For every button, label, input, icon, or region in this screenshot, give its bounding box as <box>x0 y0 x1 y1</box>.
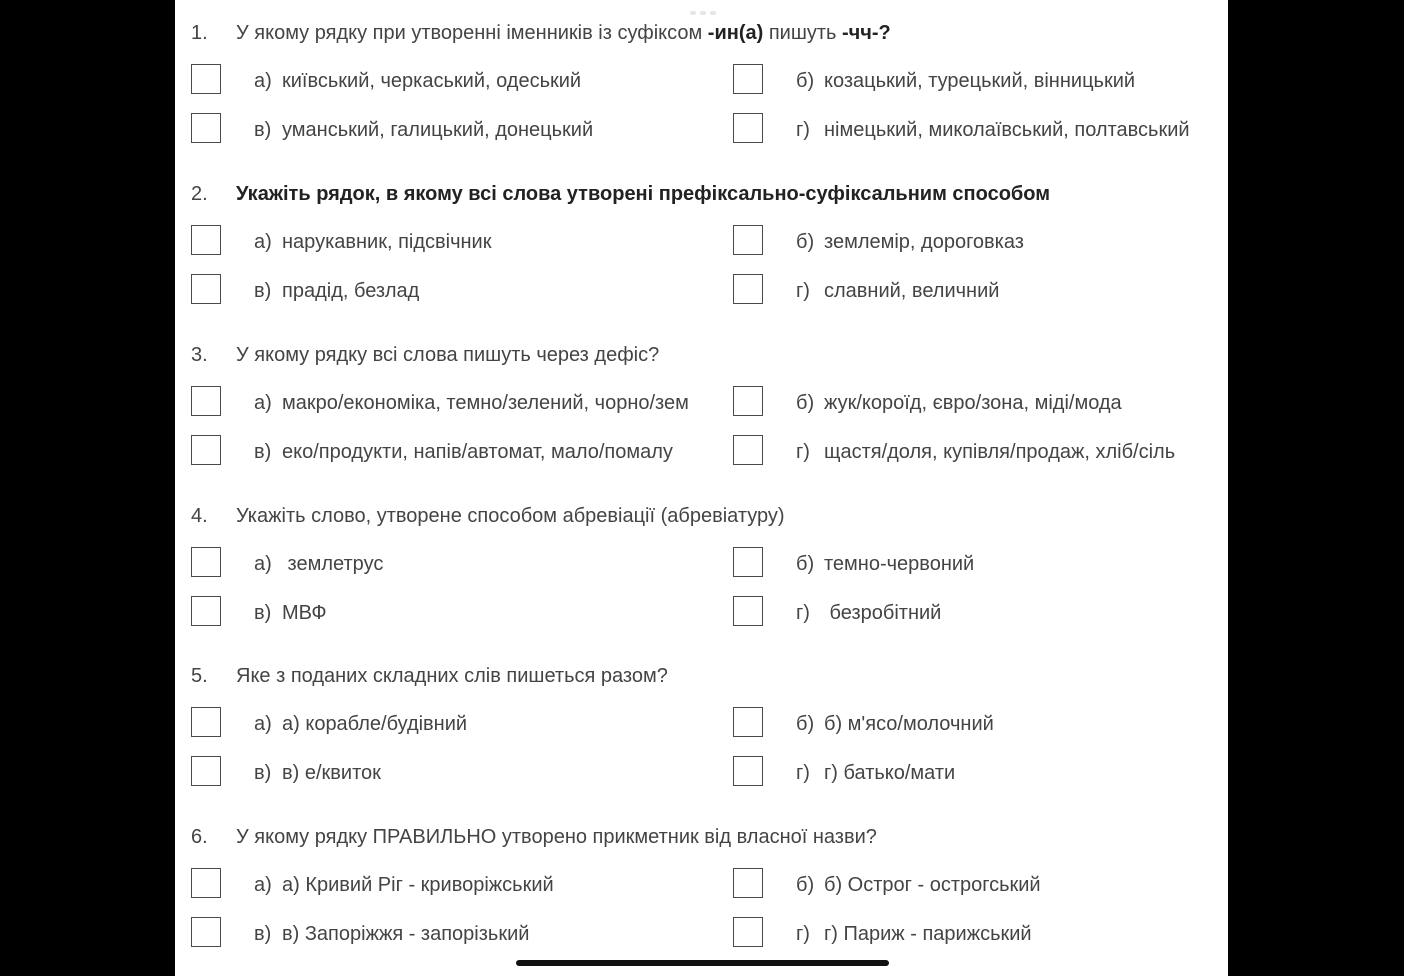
question-text: У якому рядку ПРАВИЛЬНО утворено прикметник від власної назви? <box>236 826 877 848</box>
checkbox[interactable] <box>191 274 221 304</box>
checkbox[interactable] <box>733 225 763 255</box>
question-number: 2. <box>191 183 208 205</box>
option-letter: в) <box>254 441 272 463</box>
option-text: еко/продукти, напів/автомат, мало/помалу <box>282 441 673 463</box>
checkbox[interactable] <box>191 435 221 465</box>
question-number: 6. <box>191 826 208 848</box>
option-text: в) Запоріжжя - запорізький <box>282 923 530 945</box>
option-text: козацький, турецький, вінницький <box>824 70 1136 92</box>
option-letter: г) <box>796 119 810 141</box>
option-text: а) корабле/будівний <box>282 713 468 735</box>
option-text: прадід, безлад <box>282 280 420 302</box>
option-letter: г) <box>796 923 810 945</box>
quiz-page <box>175 0 1228 976</box>
question-3 <box>175 341 1228 491</box>
question-number: 4. <box>191 505 208 527</box>
checkbox[interactable] <box>191 547 221 577</box>
option-letter: г) <box>796 602 810 624</box>
option-text: землетрус <box>282 553 384 575</box>
question-text: У якому рядку всі слова пишуть через дефіс? <box>236 344 660 366</box>
question-number: 3. <box>191 344 208 366</box>
checkbox[interactable] <box>191 707 221 737</box>
option-letter: а) <box>254 553 272 575</box>
question-1 <box>175 19 1228 169</box>
option-letter: в) <box>254 762 272 784</box>
option-letter: б) <box>796 874 815 896</box>
checkbox[interactable] <box>733 113 763 143</box>
option-text: щастя/доля, купівля/продаж, хліб/сіль <box>824 441 1176 463</box>
option-letter: в) <box>254 280 272 302</box>
checkbox[interactable] <box>733 435 763 465</box>
checkbox[interactable] <box>191 386 221 416</box>
checkbox[interactable] <box>733 274 763 304</box>
option-text: київський, черкаський, одеський <box>282 70 582 92</box>
option-letter: б) <box>796 70 815 92</box>
option-letter: г) <box>796 441 810 463</box>
checkbox[interactable] <box>733 756 763 786</box>
option-text: німецький, миколаївський, полтавський <box>824 119 1190 141</box>
checkbox[interactable] <box>733 707 763 737</box>
top-handle-dots <box>690 11 716 15</box>
option-letter: в) <box>254 602 272 624</box>
option-letter: в) <box>254 119 272 141</box>
checkbox[interactable] <box>191 756 221 786</box>
option-text: в) е/квиток <box>282 762 381 784</box>
option-text: б) м'ясо/молочний <box>824 713 994 735</box>
option-letter: а) <box>254 874 272 896</box>
checkbox[interactable] <box>191 868 221 898</box>
question-text: Яке з поданих складних слів пишеться разом? <box>236 665 668 687</box>
checkbox[interactable] <box>191 64 221 94</box>
question-6 <box>175 823 1228 973</box>
option-letter: в) <box>254 923 272 945</box>
option-text: жук/короїд, євро/зона, міді/мода <box>824 392 1122 414</box>
option-text: б) Острог - острогський <box>824 874 1041 896</box>
option-letter: а) <box>254 392 272 414</box>
checkbox[interactable] <box>733 386 763 416</box>
home-indicator-bar[interactable] <box>516 960 889 966</box>
option-letter: г) <box>796 280 810 302</box>
option-text: землемір, дороговказ <box>824 231 1024 253</box>
option-text: а) Кривий Ріг - криворіжський <box>282 874 554 896</box>
option-text: безробітний <box>824 602 942 624</box>
checkbox[interactable] <box>191 225 221 255</box>
question-text: Укажіть рядок, в якому всі слова утворені префіксально-суфіксальним способом <box>236 183 1051 205</box>
option-letter: б) <box>796 231 815 253</box>
option-letter: б) <box>796 392 815 414</box>
option-letter: г) <box>796 762 810 784</box>
checkbox[interactable] <box>733 868 763 898</box>
option-letter: а) <box>254 70 272 92</box>
option-text: уманський, галицький, донецький <box>282 119 594 141</box>
checkbox[interactable] <box>733 596 763 626</box>
question-number: 5. <box>191 665 208 687</box>
option-text: нарукавник, підсвічник <box>282 231 492 253</box>
checkbox[interactable] <box>191 113 221 143</box>
question-text: Укажіть слово, утворене способом абревіації (абревіатуру) <box>236 505 785 527</box>
option-letter: б) <box>796 553 815 575</box>
option-letter: а) <box>254 713 272 735</box>
question-5 <box>175 662 1228 812</box>
option-text: МВФ <box>282 602 327 624</box>
question-4 <box>175 502 1228 652</box>
question-text: У якому рядку при утворенні іменників із суфіксом -ин(а) пишуть -чч-? <box>236 22 891 44</box>
option-text: г) Париж - парижський <box>824 923 1032 945</box>
option-text: темно-червоний <box>824 553 975 575</box>
checkbox[interactable] <box>191 596 221 626</box>
option-letter: б) <box>796 713 815 735</box>
question-number: 1. <box>191 22 208 44</box>
checkbox[interactable] <box>733 547 763 577</box>
checkbox[interactable] <box>191 917 221 947</box>
checkbox[interactable] <box>733 917 763 947</box>
option-text: славний, величний <box>824 280 1000 302</box>
option-letter: а) <box>254 231 272 253</box>
checkbox[interactable] <box>733 64 763 94</box>
option-text: макро/економіка, темно/зелений, чорно/зем <box>282 392 689 414</box>
question-2 <box>175 180 1228 330</box>
option-text: г) батько/мати <box>824 762 956 784</box>
